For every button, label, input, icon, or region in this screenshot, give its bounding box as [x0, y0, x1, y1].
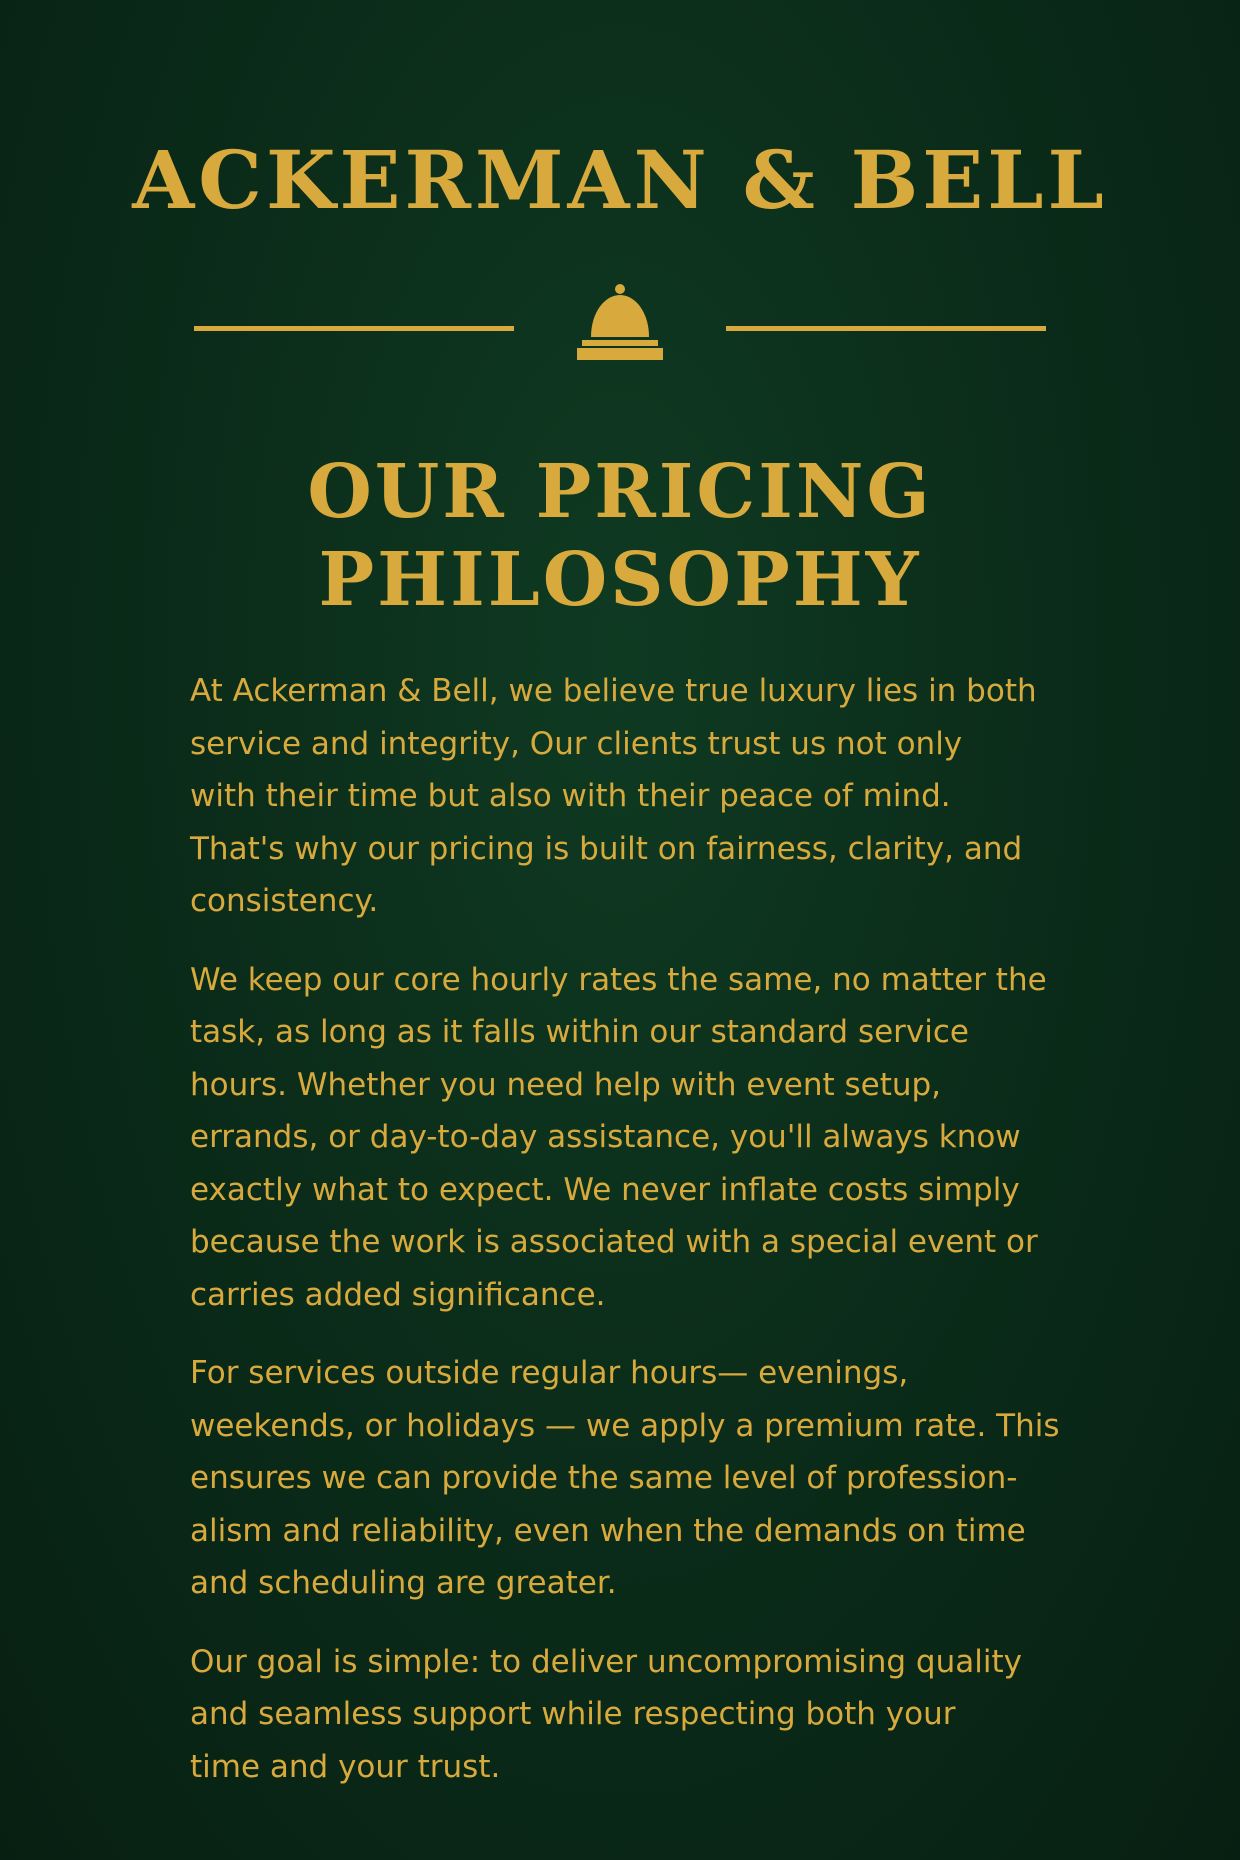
paragraph-goal [190, 1636, 1090, 1794]
divider-rule-right [726, 326, 1046, 331]
text-line: Our goal is simple: to deliver uncompromising quality [190, 1643, 1022, 1680]
text-line: alism and reliability, even when the demands on time [190, 1512, 1026, 1549]
text-line: and scheduling are greater. [190, 1565, 617, 1601]
text-line: At Ackerman & Bell, we believe true luxury lies in both [190, 673, 1037, 709]
text-line: carries added significance. [190, 1276, 606, 1313]
text-line: We keep our core hourly rates the same, no matter the [190, 961, 1047, 998]
text-line: For services outside regular hours— evenings, [190, 1355, 909, 1391]
paragraph-intro [190, 665, 1090, 928]
title-line: PHILOSOPHY [318, 537, 922, 623]
text-line: exactly what to expect. We never inflate costs simply [190, 1171, 1020, 1208]
title-line: OUR PRICING [307, 449, 933, 535]
text-line: service and integrity, Our clients trust us not only [190, 725, 963, 762]
text-line: and seamless support while respecting both your [190, 1696, 956, 1732]
text-line: weekends, or holidays — we apply a premium rate. This [190, 1407, 1060, 1444]
paragraph-core-rates [190, 954, 1090, 1322]
body-copy [190, 665, 1090, 1819]
header-divider [194, 282, 1046, 362]
text-line: errands, or day-to-day assistance, you'll always know [190, 1119, 1021, 1155]
brand-name: ACKERMAN & BELL [132, 133, 1108, 227]
text-line: hours. Whether you need help with event setup, [190, 1066, 942, 1103]
text-line: time and your trust. [190, 1748, 501, 1785]
text-line: That's why our pricing is built on fairness, clarity, and [190, 830, 1023, 867]
text-line: because the work is associated with a special event or [190, 1224, 1038, 1260]
text-line: with their time but also with their peace of mind. [190, 778, 951, 814]
service-bell-icon [575, 282, 665, 362]
text-line: consistency. [190, 883, 379, 919]
page-title [0, 448, 1240, 624]
text-line: task, as long as it falls within our standard service [190, 1014, 969, 1050]
divider-rule-left [194, 326, 514, 331]
text-line: ensures we can provide the same level of profession- [190, 1460, 1018, 1496]
paragraph-premium-rates [190, 1347, 1090, 1610]
